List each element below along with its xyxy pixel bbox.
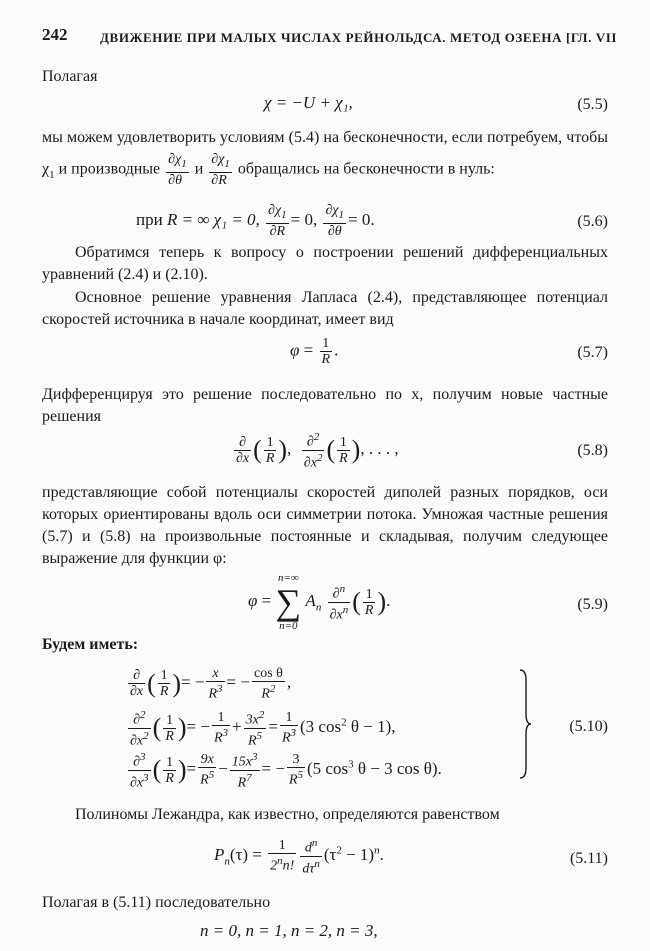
running-title: ДВИЖЕНИЕ ПРИ МАЛЫХ ЧИСЛАХ РЕЙНОЛЬДСА. МЕТОД ОЗЕЕНА [ГЛ. VII bbox=[100, 30, 618, 45]
paragraph-differentiating: Дифференцируя это решение последовательно по x, получим новые частные решения bbox=[42, 386, 608, 425]
equation-number-5-6: (5.6) bbox=[577, 213, 608, 230]
equation-5-7: φ = $\frac{1}{R}$ . bbox=[290, 336, 339, 367]
equation-5-8: $\frac{\partial}{\partial x}$ ( $\frac{1}{R}$ ), $\frac{\partial^2}{\partial x^2}$ ( $\frac{1}{R}$ ), . . . , bbox=[236, 431, 399, 471]
equation-5-10-line-2: $\frac{\partial^2}{\partial x^2}$ ( $\frac{1}{R}$ )= − $\frac{1}{R^3}$ + $\frac{3x^2}{R^5}$ = $\frac{1}{R^3}$ (3 $\cos^2 \theta - 1$), bbox=[130, 709, 396, 749]
conditions-text-a: мы можем удовлетворить условиям (5.4) на бесконечности, если потребуем, чтобы χ bbox=[42, 129, 608, 178]
equation-number-5-11: (5.11) bbox=[569, 850, 608, 867]
conditions-text-b: и производные bbox=[54, 160, 165, 178]
right-brace bbox=[518, 668, 532, 780]
paragraph-we-have: Будем иметь: bbox=[42, 636, 139, 653]
page-header bbox=[42, 20, 622, 46]
paragraph-intro: Полагая bbox=[42, 68, 98, 85]
conditions-text-d: обращались на бесконечности в нуль: bbox=[233, 160, 495, 178]
equation-number-5-9: (5.9) bbox=[577, 596, 608, 613]
paragraph-dipoles: представляющие собой потенциалы скоростей диполей разных порядков, оси которых ориентированы вдоль оси симметрии потока. Умножая частные решения (5.7) и (5.8) на произвольные постоянные и складывая, получим следующее выражение для функции φ: bbox=[42, 484, 608, 567]
conditions-text-c: и bbox=[190, 160, 208, 178]
inline-fraction-dchi-dr: $\frac{\partial\chi_1}{\partial R}$ bbox=[211, 152, 230, 188]
equation-number-5-5: (5.5) bbox=[577, 96, 608, 113]
page-number: 242 bbox=[42, 25, 68, 44]
equation-number-5-8: (5.8) bbox=[577, 442, 608, 459]
equation-number-5-7: (5.7) bbox=[577, 344, 608, 361]
paragraph-construction: Обратимся теперь к вопросу о построении решений дифференциальных уравнений (2.4) и (2.10). bbox=[42, 244, 608, 283]
equation-n-values: n = 0, n = 1, n = 2, n = 3, bbox=[200, 921, 378, 940]
equation-5-10-line-3: $\frac{\partial^3}{\partial x^3}$ ( $\frac{1}{R}$ )= $\frac{9x}{R^5}$ − $\frac{15x^3}{R^7}$ = − $\frac{3}{R^5}$ (5 $\cos^3 \theta - 3$ cos θ). bbox=[130, 751, 442, 791]
equation-5-10-line-1: $\frac{\partial}{\partial x}$ ( $\frac{1}{R}$ )= − $\frac{x}{R^3}$ = − $\frac{\text{cos θ}}{R^2}$ , bbox=[130, 666, 292, 702]
equation-5-6-prefix: при bbox=[136, 209, 163, 229]
inline-fraction-dchi-dtheta: $\frac{\partial\chi_1}{\partial\theta}$ bbox=[168, 152, 187, 188]
summation-symbol: n=∞ ∑ n=0 bbox=[275, 572, 302, 632]
equation-5-11: $P_n(\tau)$ = $\frac{1}{2^nn!}$ $\frac{d^n}{d\tau^n}$ $(\tau^2 - 1)^n$. bbox=[214, 837, 384, 877]
equation-5-6: при R = ∞ χ₁ = 0, $\frac{\partial\chi_1}{\partial R}$ = 0, $\frac{\partial\chi_1}{\partial\theta}$ = 0. bbox=[136, 203, 375, 239]
paragraph-conditions: мы можем удовлетворить условиям (5.4) на бесконечности, если потребуем, чтобы $\chi_1$ и производные $\frac{\partial\chi_1}{\partial\theta}$ и $\frac{\partial\chi_1}{\partial R}$ обращались на бесконечности в нуль: bbox=[42, 129, 608, 188]
paragraph-legendre: Полиномы Лежандра, как известно, определяются равенством bbox=[75, 806, 500, 823]
equation-5-5: χ = −U + χ₁, bbox=[264, 93, 353, 112]
equation-number-5-10: (5.10) bbox=[569, 718, 608, 735]
equation-5-6-condition: R = ∞ χ₁ = 0, bbox=[166, 209, 260, 229]
paragraph-setting: Полагая в (5.11) последовательно bbox=[42, 894, 271, 911]
equation-5-9: φ = n=∞ ∑ n=0 $A_n$ $\frac{\partial^n}{\partial x^n}$ ( $\frac{1}{R}$ ). bbox=[248, 572, 391, 632]
paragraph-laplace: Основное решение уравнения Лапласа (2.4), представляющее потенциал скоростей источника в начале координат, имеет вид bbox=[42, 289, 608, 328]
